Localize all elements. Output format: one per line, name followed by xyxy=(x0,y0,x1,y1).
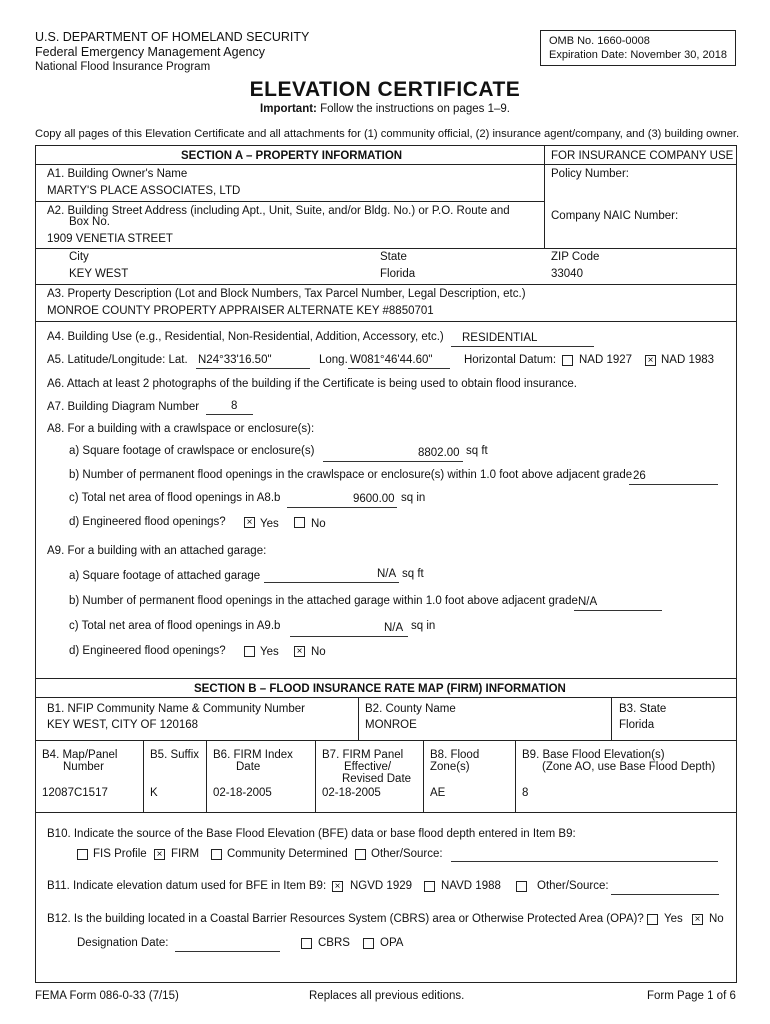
b12-yes-checkbox[interactable] xyxy=(647,914,658,925)
a8c-value[interactable]: 9600.00 xyxy=(353,493,395,505)
rule xyxy=(36,678,736,679)
page-number: Form Page 1 of 6 xyxy=(647,990,736,1002)
b10-fis-checkbox[interactable] xyxy=(77,849,88,860)
underline xyxy=(348,368,450,369)
underline xyxy=(287,507,397,508)
a8a-value[interactable]: 8802.00 xyxy=(418,447,460,459)
section-a-title: SECTION A – PROPERTY INFORMATION xyxy=(181,150,403,162)
b12-yes-label: Yes xyxy=(664,913,683,925)
b11-navd-checkbox[interactable] xyxy=(424,881,435,892)
agency-department: U.S. DEPARTMENT OF HOMELAND SECURITY xyxy=(35,30,310,44)
a8d-label: d) Engineered flood openings? xyxy=(69,516,226,528)
a8d-yes-label: Yes xyxy=(260,518,279,530)
b4-label: B4. Map/Panel xyxy=(42,749,118,761)
cbrs-label: CBRS xyxy=(318,937,350,949)
b10-firm-checkbox[interactable]: × xyxy=(154,849,165,860)
a9d-yes-checkbox[interactable] xyxy=(244,646,255,657)
agency-block xyxy=(35,30,309,75)
b11-other-label: Other/Source: xyxy=(537,880,609,892)
a8d-no-checkbox[interactable] xyxy=(294,517,305,528)
nad1983-checkbox[interactable]: × xyxy=(645,355,656,366)
replaces-note: Replaces all previous editions. xyxy=(309,990,465,1002)
rule xyxy=(36,164,736,165)
b1-label: B1. NFIP Community Name & Community Number xyxy=(47,703,305,715)
b1-community-value[interactable]: KEY WEST, CITY OF 120168 xyxy=(47,719,199,731)
b11-ngvd-checkbox[interactable]: × xyxy=(332,881,343,892)
longitude-value[interactable]: W081°46'44.60" xyxy=(350,354,433,366)
a8b-value[interactable]: 26 xyxy=(633,470,646,482)
nad1927-checkbox[interactable] xyxy=(562,355,573,366)
rule xyxy=(315,740,316,812)
b2-county-value[interactable]: MONROE xyxy=(365,719,417,731)
state-label: State xyxy=(380,251,407,263)
rule xyxy=(515,740,516,812)
expiration-date: Expiration Date: November 30, 2018 xyxy=(549,49,727,61)
a2-label: A2. Building Street Address (including Apt., Unit, Suite, and/or Bldg. No.) or P.O. Route and xyxy=(47,205,510,217)
rule xyxy=(36,321,736,322)
a3-label: A3. Property Description (Lot and Block Numbers, Tax Parcel Number, Legal Description, etc.) xyxy=(47,288,526,300)
omb-number: OMB No. 1660-0008 xyxy=(549,35,650,47)
state-value[interactable]: Florida xyxy=(380,268,416,280)
zip-value[interactable]: 33040 xyxy=(551,268,583,280)
rule xyxy=(36,740,736,741)
b3-label: B3. State xyxy=(619,703,667,715)
a9c-unit: sq in xyxy=(411,620,436,632)
rule xyxy=(36,248,736,249)
b10-fis-label: FIS Profile xyxy=(93,848,147,860)
a9b-label: b) Number of permanent flood openings in the attached garage within 1.0 foot above adjacent grade xyxy=(69,595,578,607)
b4-label-cont: Number xyxy=(63,761,104,773)
b6-label-cont: Date xyxy=(236,761,261,773)
naic-number-label: Company NAIC Number: xyxy=(551,210,679,222)
b3-state-value[interactable]: Florida xyxy=(619,719,655,731)
a9a-value[interactable]: N/A xyxy=(377,568,397,580)
b7-panel-date-value[interactable]: 02-18-2005 xyxy=(322,787,381,799)
b7-label-cont2: Revised Date xyxy=(342,773,412,785)
a2-address-value[interactable]: 1909 VENETIA STREET xyxy=(47,233,173,245)
a1-owner-value[interactable]: MARTY'S PLACE ASSOCIATES, LTD xyxy=(47,185,241,197)
a9c-value[interactable]: N/A xyxy=(384,622,404,634)
a8c-unit: sq in xyxy=(401,492,426,504)
copy-note: Copy all pages of this Elevation Certificate and all attachments for (1) community official, (2) insurance agent/company, and (3) building owner. xyxy=(35,128,740,140)
longitude-label: Long. xyxy=(319,354,348,366)
nad1983-label: NAD 1983 xyxy=(661,354,715,366)
important-label: Important: xyxy=(260,103,317,115)
b12-no-label: No xyxy=(709,913,724,925)
b8-flood-zone-value[interactable]: AE xyxy=(430,787,446,799)
b2-label: B2. County Name xyxy=(365,703,456,715)
page-title: ELEVATION CERTIFICATE xyxy=(249,78,521,101)
rule xyxy=(143,740,144,812)
a8c-label: c) Total net area of flood openings in A8.b xyxy=(69,492,281,504)
nad1927-label: NAD 1927 xyxy=(579,354,633,366)
designation-date-label: Designation Date: xyxy=(77,937,169,949)
a9d-no-checkbox[interactable]: × xyxy=(294,646,305,657)
city-label: City xyxy=(69,251,89,263)
b10-community-checkbox[interactable] xyxy=(211,849,222,860)
rule xyxy=(358,697,359,740)
b11-other-input[interactable] xyxy=(611,894,719,895)
a8d-yes-checkbox[interactable]: × xyxy=(244,517,255,528)
designation-date-input[interactable] xyxy=(175,951,280,952)
b9-label-cont: (Zone AO, use Base Flood Depth) xyxy=(542,761,716,773)
a2-label-cont: Box No. xyxy=(69,216,110,228)
a9c-label: c) Total net area of flood openings in A9.b xyxy=(69,620,281,632)
underline xyxy=(206,414,253,415)
a9b-value[interactable]: N/A xyxy=(578,596,598,608)
a4-building-use-value[interactable]: RESIDENTIAL xyxy=(462,332,538,344)
b9-bfe-value[interactable]: 8 xyxy=(522,787,529,799)
horizontal-datum-label: Horizontal Datum: xyxy=(464,354,557,366)
a9-label: A9. For a building with an attached garage: xyxy=(47,545,267,557)
important-note xyxy=(0,103,770,115)
b6-index-date-value[interactable]: 02-18-2005 xyxy=(213,787,272,799)
rule xyxy=(544,146,545,248)
b11-ngvd-label: NGVD 1929 xyxy=(350,880,413,892)
agency-fema: Federal Emergency Management Agency xyxy=(35,45,265,59)
underline xyxy=(196,368,310,369)
b11-other-checkbox[interactable] xyxy=(516,881,527,892)
b5-label: B5. Suffix xyxy=(150,749,200,761)
a7-label: A7. Building Diagram Number xyxy=(47,401,200,413)
b10-label: B10. Indicate the source of the Base Flood Elevation (BFE) data or base flood depth entered in Item B9: xyxy=(47,828,576,840)
underline xyxy=(290,636,408,637)
underline xyxy=(264,582,399,583)
underline xyxy=(574,610,662,611)
rule xyxy=(423,740,424,812)
a8a-unit: sq ft xyxy=(466,445,488,457)
b7-label: B7. FIRM Panel xyxy=(322,749,404,761)
latitude-value[interactable]: N24°33'16.50" xyxy=(198,354,272,366)
rule xyxy=(36,284,736,285)
a8a-label: a) Square footage of crawlspace or enclosure(s) xyxy=(69,445,315,457)
a1-label: A1. Building Owner's Name xyxy=(47,168,188,180)
b9-label: B9. Base Flood Elevation(s) xyxy=(522,749,665,761)
a8d-no-label: No xyxy=(311,518,326,530)
cbrs-checkbox[interactable] xyxy=(301,938,312,949)
b11-label: B11. Indicate elevation datum used for BFE in Item B9: xyxy=(47,880,327,892)
a3-description-value[interactable]: MONROE COUNTY PROPERTY APPRAISER ALTERNATE KEY #8850701 xyxy=(47,305,434,317)
b10-firm-label: FIRM xyxy=(171,848,200,860)
b10-other-checkbox[interactable] xyxy=(355,849,366,860)
section-b-title: SECTION B – FLOOD INSURANCE RATE MAP (FIRM) INFORMATION xyxy=(194,683,566,695)
city-value[interactable]: KEY WEST xyxy=(69,268,129,280)
a7-diagram-value[interactable]: 8 xyxy=(231,400,238,412)
a5-label: A5. Latitude/Longitude: Lat. xyxy=(47,354,188,366)
b5-suffix-value[interactable]: K xyxy=(150,787,158,799)
b10-other-input[interactable] xyxy=(451,861,718,862)
a4-label: A4. Building Use (e.g., Residential, Non-Residential, Addition, Accessory, etc.) xyxy=(47,331,444,343)
rule xyxy=(611,697,612,740)
b8-label-cont: Zone(s) xyxy=(430,761,470,773)
omb-box xyxy=(540,30,736,66)
rule xyxy=(36,697,736,698)
b6-label: B6. FIRM Index xyxy=(213,749,293,761)
rule xyxy=(36,201,544,202)
b10-other-label: Other/Source: xyxy=(371,848,443,860)
underline xyxy=(451,346,594,347)
opa-label: OPA xyxy=(380,937,404,949)
agency-nfip: National Flood Insurance Program xyxy=(35,61,211,73)
insurance-use-label: FOR INSURANCE COMPANY USE xyxy=(551,150,734,162)
b12-no-checkbox[interactable]: × xyxy=(692,914,703,925)
b12-label: B12. Is the building located in a Coastal Barrier Resources System (CBRS) area or Otherwise Protected Area (OPA)? xyxy=(47,913,644,925)
a9d-yes-label: Yes xyxy=(260,646,279,658)
a9d-no-label: No xyxy=(311,646,326,658)
a9a-unit: sq ft xyxy=(402,568,424,580)
rule xyxy=(206,740,207,812)
underline xyxy=(323,461,463,462)
a8b-label: b) Number of permanent flood openings in the crawlspace or enclosure(s) within 1.0 foot above adjacent grade xyxy=(69,469,633,481)
form-number: FEMA Form 086-0-33 (7/15) xyxy=(35,990,179,1002)
a9a-label: a) Square footage of attached garage xyxy=(69,570,261,582)
b8-label: B8. Flood xyxy=(430,749,480,761)
rule xyxy=(36,812,736,813)
b10-community-label: Community Determined xyxy=(227,848,348,860)
underline xyxy=(629,484,718,485)
zip-label: ZIP Code xyxy=(551,251,600,263)
b11-navd-label: NAVD 1988 xyxy=(441,880,501,892)
policy-number-label: Policy Number: xyxy=(551,168,629,180)
opa-checkbox[interactable] xyxy=(363,938,374,949)
important-text: Follow the instructions on pages 1–9. xyxy=(316,103,510,115)
b4-map-panel-value[interactable]: 12087C1517 xyxy=(42,787,108,799)
b7-label-cont1: Effective/ xyxy=(344,761,392,773)
a9d-label: d) Engineered flood openings? xyxy=(69,645,226,657)
a8-label: A8. For a building with a crawlspace or enclosure(s): xyxy=(47,423,315,435)
a6-label: A6. Attach at least 2 photographs of the building if the Certificate is being used to obtain flood insurance. xyxy=(47,378,577,390)
